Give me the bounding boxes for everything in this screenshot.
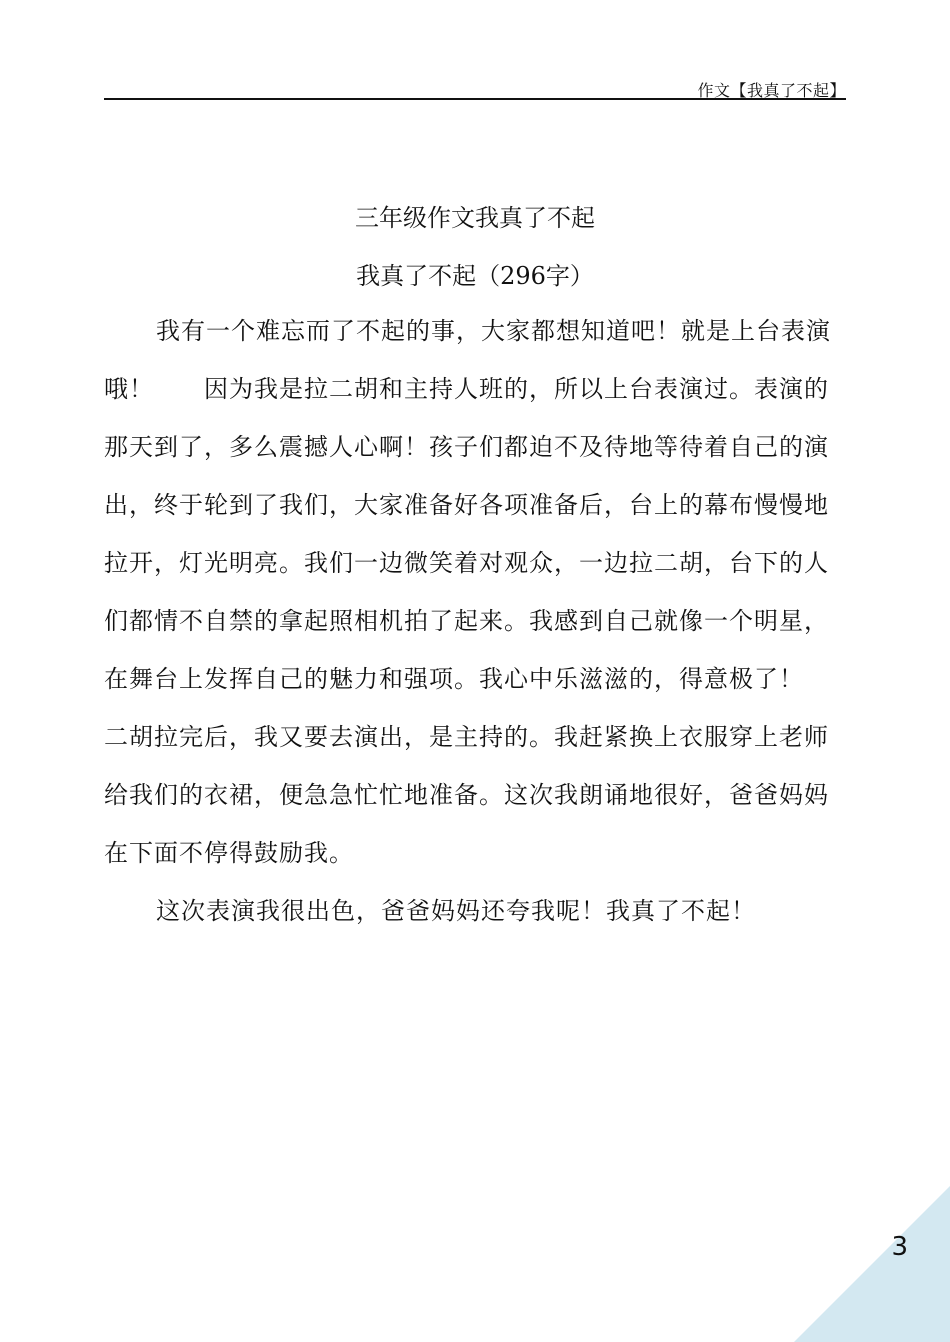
- page-number: 3: [891, 1232, 908, 1262]
- document-subtitle: 我真了不起（296字）: [356, 262, 594, 290]
- essay-body: [104, 302, 846, 940]
- header-rule: [104, 98, 846, 100]
- corner-decoration: [794, 1186, 950, 1342]
- paragraph-1: 我有一个难忘而了不起的事，大家都想知道吧！就是上台表演哦！ 因为我是拉二胡和主持人班的，所以上台表演过。表演的那天到了，多么震撼人心啊！孩子们都迫不及待地等待着自己的演出，终于轮到了我们，大家准备好各项准备后，台上的幕布慢慢地拉开，灯光明亮。我们一边微笑着对观众，一边拉二胡，台下的人们都情不自禁的拿起照相机拍了起来。我感到自己就像一个明星，在舞台上发挥自己的魅力和强项。我心中乐滋滋的，得意极了！: [104, 317, 831, 693]
- paragraph-2: 二胡拉完后，我又要去演出，是主持的。我赶紧换上衣服穿上老师给我们的衣裙，便急急忙忙地准备。这次我朗诵地很好，爸爸妈妈在下面不停得鼓励我。: [104, 723, 829, 867]
- running-header: 作文【我真了不起】: [697, 81, 846, 100]
- paragraph-3: 这次表演我很出色，爸爸妈妈还夸我呢！我真了不起！: [156, 897, 756, 925]
- document-title: 三年级作文我真了不起: [355, 204, 595, 232]
